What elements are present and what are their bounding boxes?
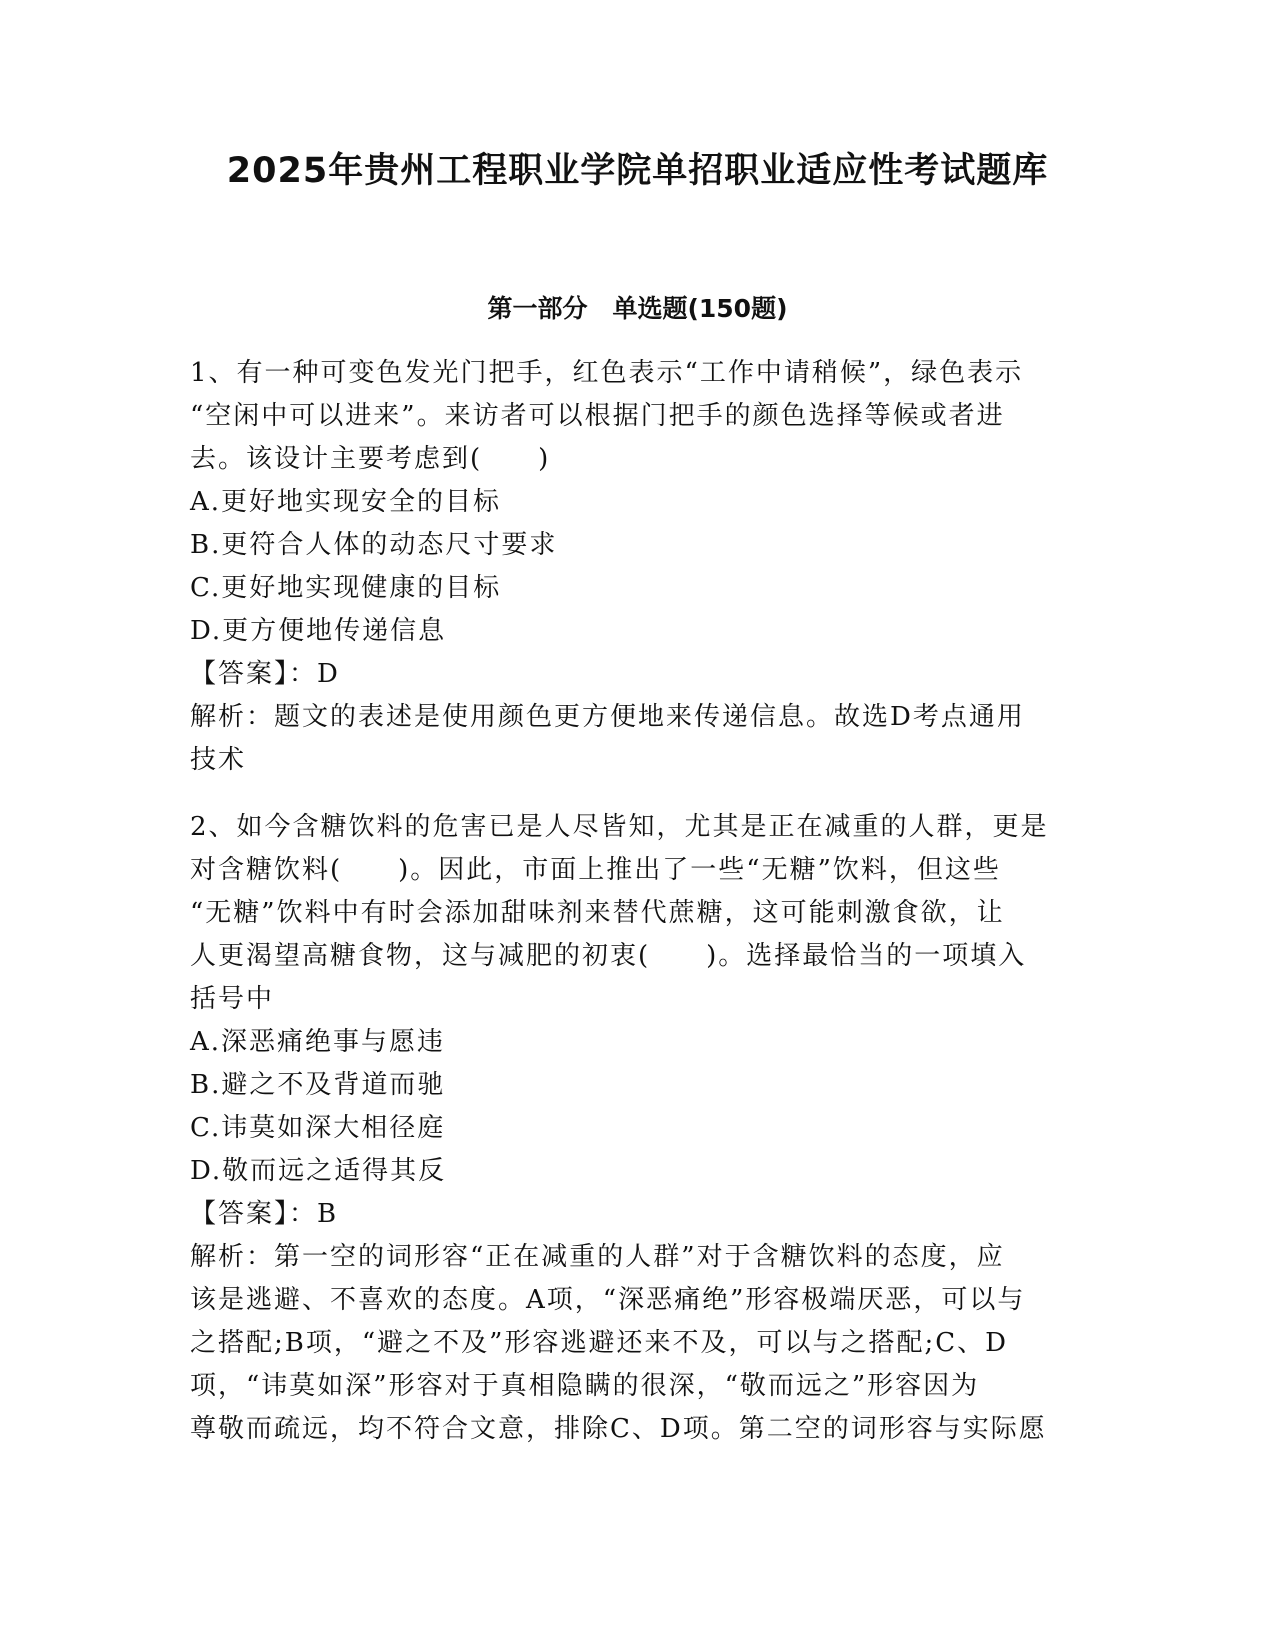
question-2-analysis-line: 尊敬而疏远，均不符合文意，排除C、D项。第二空的词形容与实际愿 [190, 1414, 1047, 1444]
question-2-stem-line: 对含糖饮料( )。因此，市面上推出了一些“无糖”饮料，但这些 [190, 855, 1001, 885]
question-2-stem-line: 2、如今含糖饮料的危害已是人尽皆知，尤其是正在减重的人群，更是 [190, 812, 1049, 842]
question-2-stem-line: 括号中 [190, 984, 275, 1014]
question-2-stem-line: 人更渴望高糖食物，这与减肥的初衷( )。选择最恰当的一项填入 [190, 941, 1027, 971]
question-1-option-a: A.更好地实现安全的目标 [190, 487, 502, 517]
section-title: 第一部分 单选题(150题) [487, 294, 788, 323]
question-2-option-c: C.讳莫如深大相径庭 [190, 1113, 446, 1143]
question-2-answer: 【答案】：B [190, 1199, 339, 1229]
question-2-option-d: D.敬而远之适得其反 [190, 1156, 447, 1186]
question-1-answer: 【答案】：D [190, 659, 340, 689]
question-1-analysis-line: 技术 [190, 745, 247, 775]
question-2 [190, 806, 1090, 1451]
question-1-analysis-line: 解析：题文的表述是使用颜色更方便地来传递信息。故选D考点通用 [190, 702, 1025, 732]
question-2-analysis-line: 解析：第一空的词形容“正在减重的人群”对于含糖饮料的态度，应 [190, 1242, 1005, 1272]
question-2-option-a: A.深恶痛绝事与愿违 [190, 1027, 446, 1057]
question-1-option-c: C.更好地实现健康的目标 [190, 573, 502, 603]
document-title: 2025年贵州工程职业学院单招职业适应性考试题库 [226, 151, 1049, 191]
question-2-option-b: B.避之不及背道而驰 [190, 1070, 446, 1100]
question-1-stem-line: 去。该设计主要考虑到( ) [190, 444, 551, 474]
question-2-stem-line: “无糖”饮料中有时会添加甜味剂来替代蔗糖，这可能刺激食欲，让 [190, 898, 1005, 928]
question-1-option-b: B.更符合人体的动态尺寸要求 [190, 530, 558, 560]
question-1 [190, 352, 1090, 782]
question-2-analysis-line: 项，“讳莫如深”形容对于真相隐瞒的很深，“敬而远之”形容因为 [190, 1371, 980, 1401]
question-1-stem-line: “空闲中可以进来”。来访者可以根据门把手的颜色选择等候或者进 [190, 401, 1005, 431]
question-1-option-d: D.更方便地传递信息 [190, 616, 447, 646]
question-2-analysis-line: 之搭配;B项，“避之不及”形容逃避还来不及，可以与之搭配;C、D [190, 1328, 1008, 1358]
question-1-stem-line: 1、有一种可变色发光门把手，红色表示“工作中请稍候”，绿色表示 [190, 358, 1024, 388]
question-2-analysis-line: 该是逃避、不喜欢的态度。A项，“深恶痛绝”形容极端厌恶，可以与 [190, 1285, 1026, 1315]
